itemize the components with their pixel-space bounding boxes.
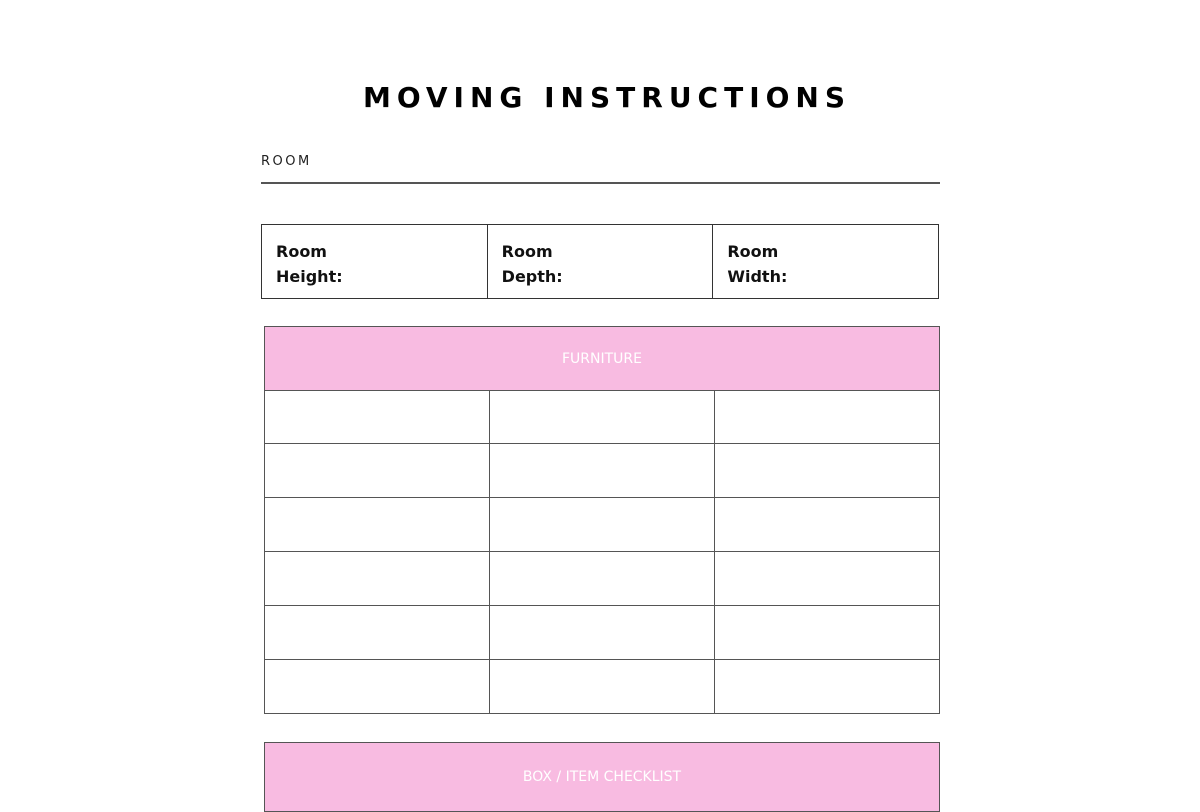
table-cell[interactable] (715, 660, 939, 713)
furniture-table (264, 390, 940, 714)
table-row (265, 552, 939, 606)
room-label: ROOM (261, 154, 312, 169)
room-dimensions-table (261, 224, 939, 299)
table-cell[interactable] (715, 444, 939, 497)
table-cell[interactable] (265, 391, 490, 443)
table-cell[interactable] (490, 552, 715, 605)
room-depth-label-line1: Room (501, 242, 553, 261)
table-cell[interactable] (715, 498, 939, 551)
table-cell[interactable] (715, 391, 939, 443)
table-cell[interactable] (490, 391, 715, 443)
room-width-cell[interactable] (713, 225, 938, 298)
table-row (265, 444, 939, 498)
furniture-header: FURNITURE (264, 326, 940, 391)
table-cell[interactable] (265, 606, 490, 659)
table-cell[interactable] (490, 498, 715, 551)
table-row (265, 660, 939, 714)
table-row (265, 498, 939, 552)
table-row (265, 390, 939, 444)
room-depth-label-line2: Depth: (501, 267, 563, 286)
table-cell[interactable] (265, 444, 490, 497)
table-cell[interactable] (265, 498, 490, 551)
table-cell[interactable] (490, 444, 715, 497)
table-cell[interactable] (490, 606, 715, 659)
page-title: MOVING INSTRUCTIONS (362, 81, 852, 114)
room-input-line[interactable] (261, 182, 940, 184)
table-cell[interactable] (265, 660, 490, 713)
table-cell[interactable] (715, 606, 939, 659)
table-row (265, 606, 939, 660)
room-depth-cell[interactable] (488, 225, 714, 298)
room-height-label-line1: Room (276, 242, 327, 261)
table-cell[interactable] (265, 552, 490, 605)
room-width-label-line1: Room (727, 242, 779, 261)
room-height-label-line2: Height: (276, 267, 343, 286)
room-height-cell[interactable] (262, 225, 488, 298)
room-width-label-line2: Width: (727, 267, 788, 286)
box-item-checklist-header: BOX / ITEM CHECKLIST (264, 742, 940, 812)
table-cell[interactable] (490, 660, 715, 713)
table-cell[interactable] (715, 552, 939, 605)
